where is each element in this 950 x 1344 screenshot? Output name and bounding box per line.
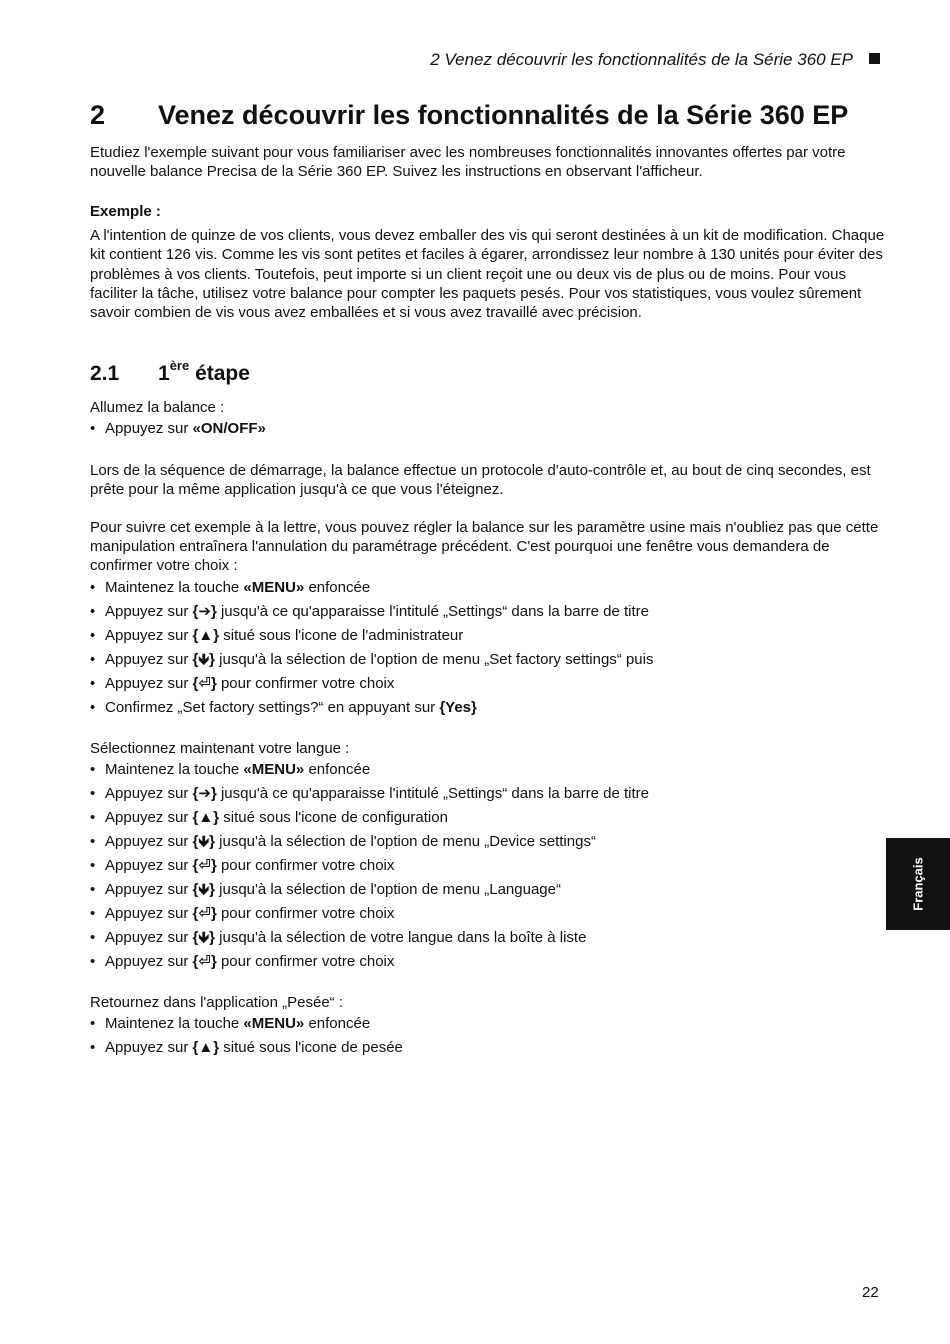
key-label: {➔} bbox=[192, 602, 217, 620]
running-header bbox=[430, 50, 880, 70]
instruction-item bbox=[90, 806, 885, 830]
instruction-text: Appuyez sur bbox=[105, 626, 193, 644]
startup-block bbox=[90, 461, 885, 499]
key-label: {🡻} bbox=[192, 833, 215, 851]
instruction-text: situé sous l'icone de pesée bbox=[219, 1039, 403, 1057]
example-paragraph: A l'intention de quinze de vos clients, vous devez emballer des vis qui seront destinées à un kit de modification. Chaque kit contient 126 vis. Comme les vis sont petites et faciles à égarer, arrondissez leur nombre à 130 unités pour éviter des problèmes à vos clients. Toutefois, peut importe si un client reçoit une ou deux vis de plus ou de moins. Pour vous faciliter la tâche, utilisez votre balance pour compter les paquets pesés. Pour vos statistiques, vous voulez sûrement savoir combien de vis vous avez emballées et si vous avez travaillé avec précision. bbox=[90, 227, 885, 322]
startup-paragraph: Lors de la séquence de démarrage, la balance effectue un protocole d'auto-contrôle et, au bout de cinq secondes, est prête pour la même application jusqu'à ce que vous l'éteignez. bbox=[90, 462, 871, 499]
key-label: {⏎} bbox=[192, 674, 217, 692]
section-number: 2.1 bbox=[90, 362, 120, 385]
language-block bbox=[90, 739, 885, 974]
instruction-item bbox=[90, 830, 885, 854]
section-title-rest: étape bbox=[195, 362, 250, 385]
instruction-item bbox=[90, 1012, 885, 1036]
instruction-item bbox=[90, 672, 885, 696]
return-intro: Retournez dans l'application „Pesée“ : bbox=[90, 994, 344, 1011]
instruction-text: situé sous l'icone de l'administrateur bbox=[219, 626, 464, 644]
intro-paragraph: Etudiez l'exemple suivant pour vous familiariser avec les nombreuses fonctionnalités innovantes offertes par votre nouvelle balance Precisa de la Série 360 EP. Suivez les instructions en observant l'afficheur. bbox=[90, 144, 846, 181]
instruction-text: Appuyez sur bbox=[105, 881, 193, 899]
instruction-text: jusqu'à la sélection de l'option de menu „Language“ bbox=[215, 881, 561, 899]
instruction-text: Confirmez „Set factory settings?“ en appuyant sur bbox=[105, 698, 440, 716]
language-list bbox=[90, 758, 885, 974]
chapter-number: 2 bbox=[90, 100, 106, 130]
example-label: Exemple : bbox=[90, 203, 161, 220]
factory-block bbox=[90, 518, 885, 720]
instruction-text: Appuyez sur bbox=[105, 602, 193, 620]
instruction-text: enfoncée bbox=[304, 1015, 371, 1033]
instruction-item bbox=[90, 576, 885, 600]
instruction-text: Maintenez la touche bbox=[105, 578, 244, 596]
instruction-text: jusqu'à la sélection de votre langue dans la boîte à liste bbox=[215, 929, 587, 947]
key-label: {🡻} bbox=[192, 881, 215, 899]
language-side-tab bbox=[886, 838, 950, 930]
instruction-item bbox=[90, 417, 885, 441]
key-label: {🡻} bbox=[192, 929, 215, 947]
instruction-text: jusqu'à la sélection de l'option de menu „Set factory settings“ puis bbox=[215, 650, 654, 668]
factory-intro: Pour suivre cet exemple à la lettre, vous pouvez régler la balance sur les paramètre usine mais n'oubliez pas que cette manipulation entraînera l'annulation du paramétrage précédent. C'est pourquoi une fenêtre vous demandera de confirmer votre choix : bbox=[90, 519, 879, 575]
key-label: {⏎} bbox=[192, 905, 217, 923]
instruction-text: Maintenez la touche bbox=[105, 761, 244, 779]
return-block bbox=[90, 993, 885, 1060]
instruction-text: Appuyez sur bbox=[105, 650, 193, 668]
key-label: {▲} bbox=[192, 1039, 220, 1057]
instruction-item bbox=[90, 600, 885, 624]
section-title-sup: ère bbox=[169, 358, 190, 373]
chapter-heading bbox=[90, 100, 890, 131]
instruction-text: enfoncée bbox=[304, 578, 371, 596]
instruction-item bbox=[90, 902, 885, 926]
instruction-item bbox=[90, 782, 885, 806]
instruction-item bbox=[90, 624, 885, 648]
key-label: {⏎} bbox=[192, 953, 217, 971]
instruction-text: Appuyez sur bbox=[105, 420, 193, 438]
instruction-text: jusqu'à la sélection de l'option de menu „Device settings“ bbox=[215, 833, 596, 851]
instruction-text: situé sous l'icone de configuration bbox=[219, 809, 448, 827]
instruction-item bbox=[90, 696, 885, 720]
instruction-item bbox=[90, 1036, 885, 1060]
key-label: «MENU» bbox=[243, 578, 305, 596]
key-label: {➔} bbox=[192, 785, 217, 803]
power-on-block bbox=[90, 398, 885, 441]
running-header-title: 2 Venez découvrir les fonctionnalités de la Série 360 EP bbox=[430, 50, 853, 69]
instruction-text: pour confirmer votre choix bbox=[216, 674, 395, 692]
key-label: «MENU» bbox=[243, 761, 305, 779]
intro-block bbox=[90, 143, 885, 181]
power-on-list bbox=[90, 417, 885, 441]
instruction-item bbox=[90, 878, 885, 902]
instruction-item bbox=[90, 648, 885, 672]
instruction-text: Appuyez sur bbox=[105, 1039, 193, 1057]
key-label: {▲} bbox=[192, 809, 220, 827]
example-block bbox=[90, 202, 885, 322]
instruction-text: jusqu'à ce qu'apparaisse l'intitulé „Settings“ dans la barre de titre bbox=[216, 602, 649, 620]
instruction-text: Appuyez sur bbox=[105, 905, 193, 923]
instruction-text: pour confirmer votre choix bbox=[216, 857, 395, 875]
instruction-item bbox=[90, 926, 885, 950]
instruction-text: Maintenez la touche bbox=[105, 1015, 244, 1033]
side-tab-label: Français bbox=[910, 857, 926, 911]
instruction-text: Appuyez sur bbox=[105, 857, 193, 875]
page-number: 22 bbox=[862, 1284, 879, 1301]
section-title-main: 1 bbox=[158, 362, 170, 385]
instruction-text: pour confirmer votre choix bbox=[216, 953, 395, 971]
instruction-text: jusqu'à ce qu'apparaisse l'intitulé „Settings“ dans la barre de titre bbox=[216, 785, 649, 803]
key-label: {▲} bbox=[192, 626, 220, 644]
key-label: {⏎} bbox=[192, 857, 217, 875]
power-on-intro: Allumez la balance : bbox=[90, 399, 225, 416]
instruction-text: Appuyez sur bbox=[105, 953, 193, 971]
key-label: {Yes} bbox=[439, 698, 477, 716]
factory-list bbox=[90, 576, 885, 720]
instruction-item bbox=[90, 758, 885, 782]
key-label: «ON/OFF» bbox=[192, 420, 266, 438]
key-label: «MENU» bbox=[243, 1015, 305, 1033]
section-heading bbox=[90, 358, 250, 386]
return-list bbox=[90, 1012, 885, 1060]
instruction-text: Appuyez sur bbox=[105, 809, 193, 827]
instruction-text: enfoncée bbox=[304, 761, 371, 779]
instruction-text: pour confirmer votre choix bbox=[216, 905, 395, 923]
key-label: {🡻} bbox=[192, 650, 215, 668]
instruction-text: Appuyez sur bbox=[105, 929, 193, 947]
instruction-item bbox=[90, 854, 885, 878]
language-intro: Sélectionnez maintenant votre langue : bbox=[90, 740, 350, 757]
instruction-item bbox=[90, 950, 885, 974]
instruction-text: Appuyez sur bbox=[105, 674, 193, 692]
instruction-text: Appuyez sur bbox=[105, 833, 193, 851]
instruction-text: Appuyez sur bbox=[105, 785, 193, 803]
chapter-title: Venez découvrir les fonctionnalités de la Série 360 EP bbox=[158, 100, 849, 130]
header-square-marker bbox=[869, 53, 880, 64]
